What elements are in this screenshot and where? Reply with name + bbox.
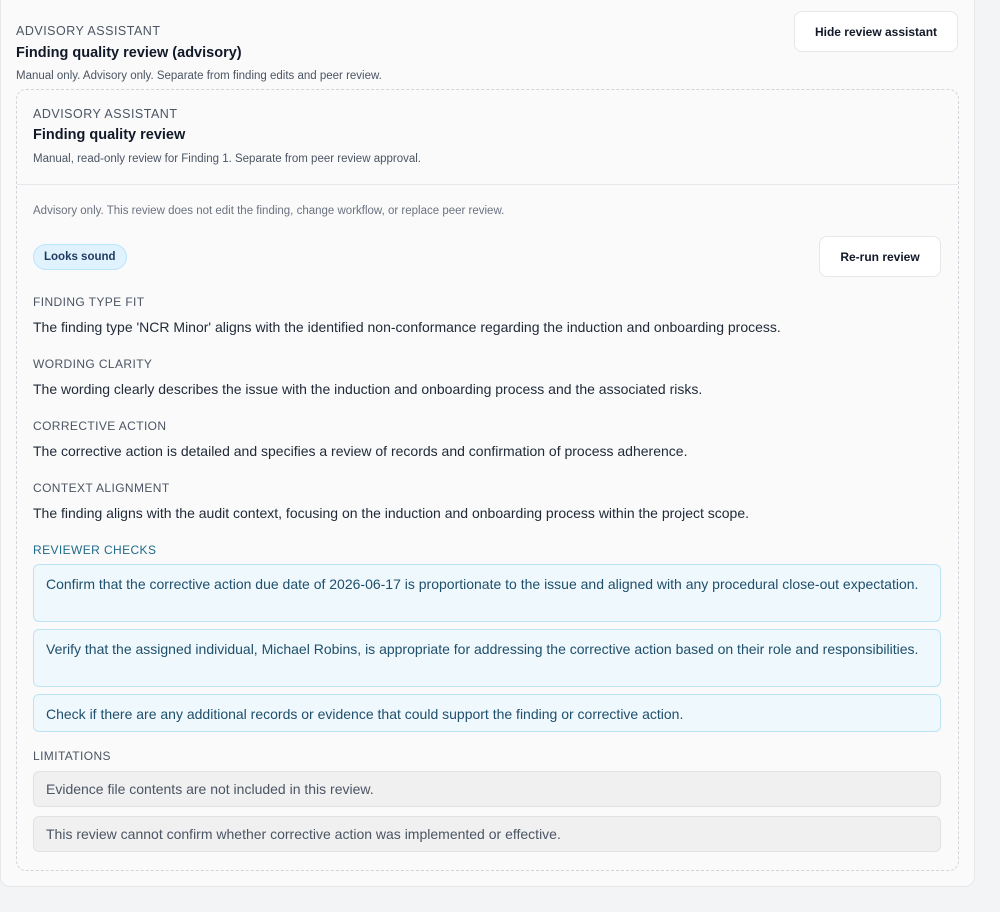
review-title: Finding quality review (33, 127, 186, 143)
status-badge: Looks sound (33, 244, 127, 270)
advisory-note: Advisory only. This review does not edit the finding, change workflow, or replace peer review. (33, 205, 505, 217)
section-text-finding-type-fit: The finding type 'NCR Minor' aligns with the identified non-conformance regarding the induction and onboarding process. (33, 319, 781, 335)
limitations-label: LIMITATIONS (33, 749, 111, 763)
reviewer-check-item: Verify that the assigned individual, Michael Robins, is appropriate for addressing the corrective action based on their role and responsibilities. (33, 629, 941, 687)
hide-review-assistant-button[interactable]: Hide review assistant (794, 11, 958, 52)
panel-eyebrow: ADVISORY ASSISTANT (16, 24, 161, 38)
reviewer-check-item: Check if there are any additional records or evidence that could support the finding or corrective action. (33, 694, 941, 732)
reviewer-checks-label: REVIEWER CHECKS (33, 543, 157, 557)
limitation-item: Evidence file contents are not included in this review. (33, 771, 941, 807)
reviewer-check-item: Confirm that the corrective action due date of 2026-06-17 is proportionate to the issue and aligned with any procedural close-out expectation. (33, 564, 941, 622)
review-subtitle: Manual, read-only review for Finding 1. Separate from peer review approval. (33, 153, 421, 165)
section-label-wording-clarity: WORDING CLARITY (33, 357, 153, 371)
section-text-context-alignment: The finding aligns with the audit context, focusing on the induction and onboarding process within the project scope. (33, 505, 750, 521)
panel-title: Finding quality review (advisory) (16, 45, 242, 61)
section-label-corrective-action: CORRECTIVE ACTION (33, 419, 167, 433)
section-label-finding-type-fit: FINDING TYPE FIT (33, 295, 145, 309)
rerun-review-button[interactable]: Re-run review (819, 236, 941, 277)
section-label-context-alignment: CONTEXT ALIGNMENT (33, 481, 170, 495)
review-eyebrow: ADVISORY ASSISTANT (33, 107, 178, 121)
panel-subtitle: Manual only. Advisory only. Separate from finding edits and peer review. (16, 70, 382, 82)
limitation-item: This review cannot confirm whether corrective action was implemented or effective. (33, 816, 941, 852)
section-text-corrective-action: The corrective action is detailed and specifies a review of records and confirmation of process adherence. (33, 443, 688, 459)
section-text-wording-clarity: The wording clearly describes the issue with the induction and onboarding process and the associated risks. (33, 381, 703, 397)
